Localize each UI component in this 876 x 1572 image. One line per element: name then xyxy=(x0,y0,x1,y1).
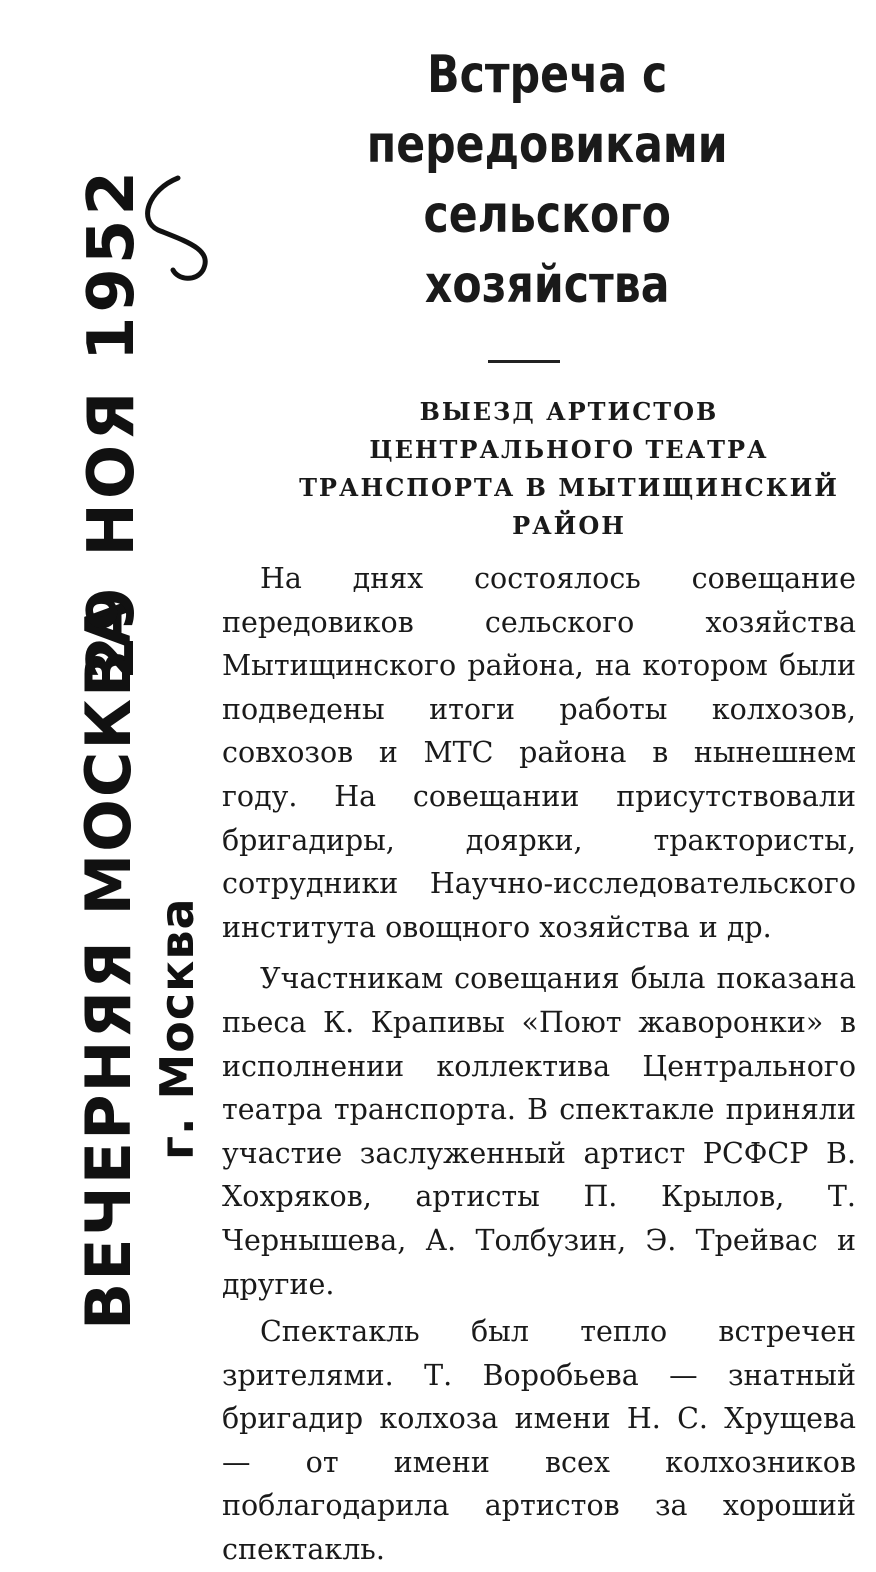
news-article xyxy=(222,40,856,1572)
article-paragraph: Участникам совещания была показана пьеса К. Крапивы «Поют жаворонки» в исполнении коллектива Центрального театра транспорта. В спектакле приняли участие заслуженный артист РСФСР В. Хохряков, артисты П. Крылов, Т. Чернышева, А. Толбузин, Э. Трейвас и другие. xyxy=(222,962,856,1301)
article-paragraph: Спектакль был тепло встречен зрителями. Т. Воробьева — знатный бригадир колхоза имени Н. С. Хрущева — от имени всех колхозников поблагодарила артистов за хороший спектакль. xyxy=(222,1315,856,1567)
stamp-newspaper-name: ВЕЧЕРНЯЯ МОСКВА xyxy=(72,597,145,1330)
stamp-city: г. Москва xyxy=(150,897,204,1160)
title-divider xyxy=(488,360,560,363)
article-paragraph: На днях состоялось совещание передовиков сельского хозяйства Мытищинского района, на котором были подведены итоги работы колхозов, совхозов и МТС района в нынешнем году. На совещании присутствовали бригадиры, доярки, трактористы, сотрудники Научно-исследовательского института овощного хозяйства и др. xyxy=(222,562,856,944)
article-headline: Встреча с передовиками сельского хозяйства xyxy=(366,45,728,315)
stamp-date: 29 НОЯ 1952 xyxy=(75,167,149,680)
handwritten-mark-icon xyxy=(118,170,228,290)
article-subheading: ВЫЕЗД АРТИСТОВ ЦЕНТРАЛЬНОГО ТЕАТРА ТРАНСПОРТА В МЫТИЩИНСКИЙ РАЙОН xyxy=(299,397,839,540)
